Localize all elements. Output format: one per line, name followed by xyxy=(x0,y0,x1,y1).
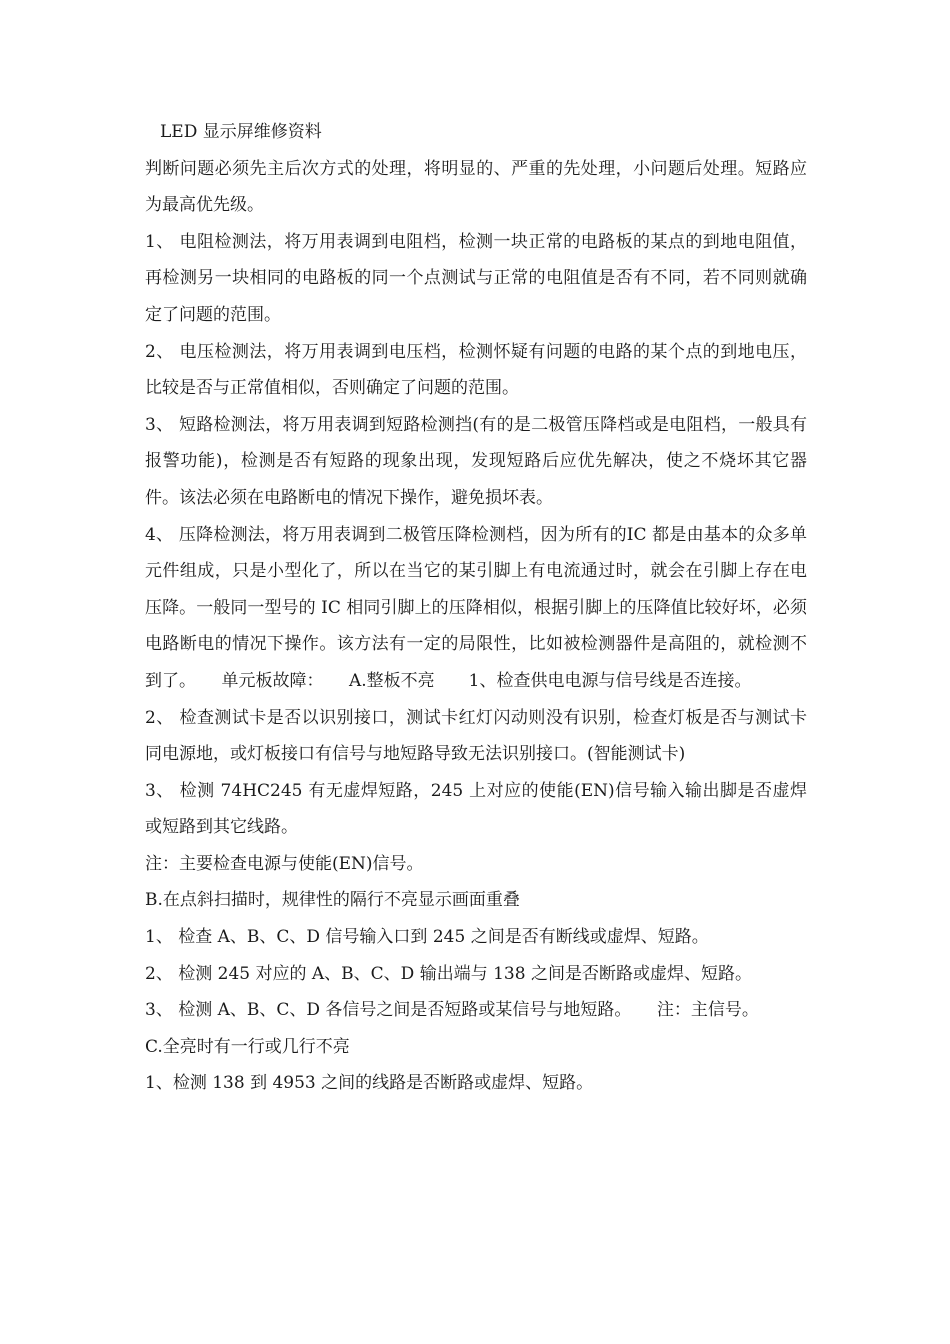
fault-c-step-1: 1、检测 138 到 4953 之间的线路是否断路或虚焊、短路。 xyxy=(145,1073,594,1094)
document-title: LED 显示屏维修资料 xyxy=(160,122,322,142)
method-4-voltage-drop: 4、 压降检测法，将万用表调到二极管压降检测档，因为所有的IC 都是由基本的众多单元件组成，只是小型化了，所以在当它的某引脚上有电流通过时，就会在引脚上存在电压降。一般同一型号的 IC 相同引脚上的压降相似，根据引脚上的压降值比较好坏，必须电路断电的情况下操作。该方法有一定的局限性，比如被检测器件是高阻的，就检测不到了。 单元板故障： A.整板不亮 1、检查供电电源与信号线是否连接。 xyxy=(145,524,807,691)
method-2-voltage: 2、 电压检测法，将万用表调到电压档，检测怀疑有问题的电路的某个点的到地电压，比较是否与正常值相似，否则确定了问题的范围。 xyxy=(145,341,807,399)
document-body xyxy=(145,114,807,1102)
method-3-short-circuit: 3、 短路检测法，将万用表调到短路检测挡(有的是二极管压降档或是电阻档，一般具有报警功能)，检测是否有短路的现象出现，发现短路后应优先解决，使之不烧坏其它器件。该法必须在电路断电的情况下操作，避免损坏表。 xyxy=(145,414,807,508)
intro-paragraph: 判断问题必须先主后次方式的处理，将明显的、严重的先处理，小问题后处理。短路应为最高优先级。 xyxy=(145,158,807,216)
method-1-resistance: 1、 电阻检测法，将万用表调到电阻档，检测一块正常的电路板的某点的到地电阻值，再检测另一块相同的电路板的同一个点测试与正常的电阻值是否有不同，若不同则就确定了问题的范围。 xyxy=(145,231,807,325)
fault-b-step-3: 3、 检测 A、B、C、D 各信号之间是否短路或某信号与地短路。 注：主信号。 xyxy=(145,1000,759,1021)
fault-a-step-2: 2、 检查测试卡是否以识别接口，测试卡红灯闪动则没有识别，检查灯板是否与测试卡同电源地，或灯板接口有信号与地短路导致无法识别接口。(智能测试卡) xyxy=(145,707,807,765)
fault-c-heading: C.全亮时有一行或几行不亮 xyxy=(145,1036,350,1057)
fault-b-step-2: 2、 检测 245 对应的 A、B、C、D 输出端与 138 之间是否断路或虚焊、短路。 xyxy=(145,963,752,984)
fault-b-step-1: 1、 检查 A、B、C、D 信号输入口到 245 之间是否有断线或虚焊、短路。 xyxy=(145,927,709,948)
fault-b-heading: B.在点斜扫描时，规律性的隔行不亮显示画面重叠 xyxy=(145,890,520,911)
fault-a-step-3: 3、 检测 74HC245 有无虚焊短路，245 上对应的使能(EN)信号输入输出脚是否虚焊或短路到其它线路。 xyxy=(145,780,807,838)
fault-a-note: 注：主要检查电源与使能(EN)信号。 xyxy=(145,853,424,874)
